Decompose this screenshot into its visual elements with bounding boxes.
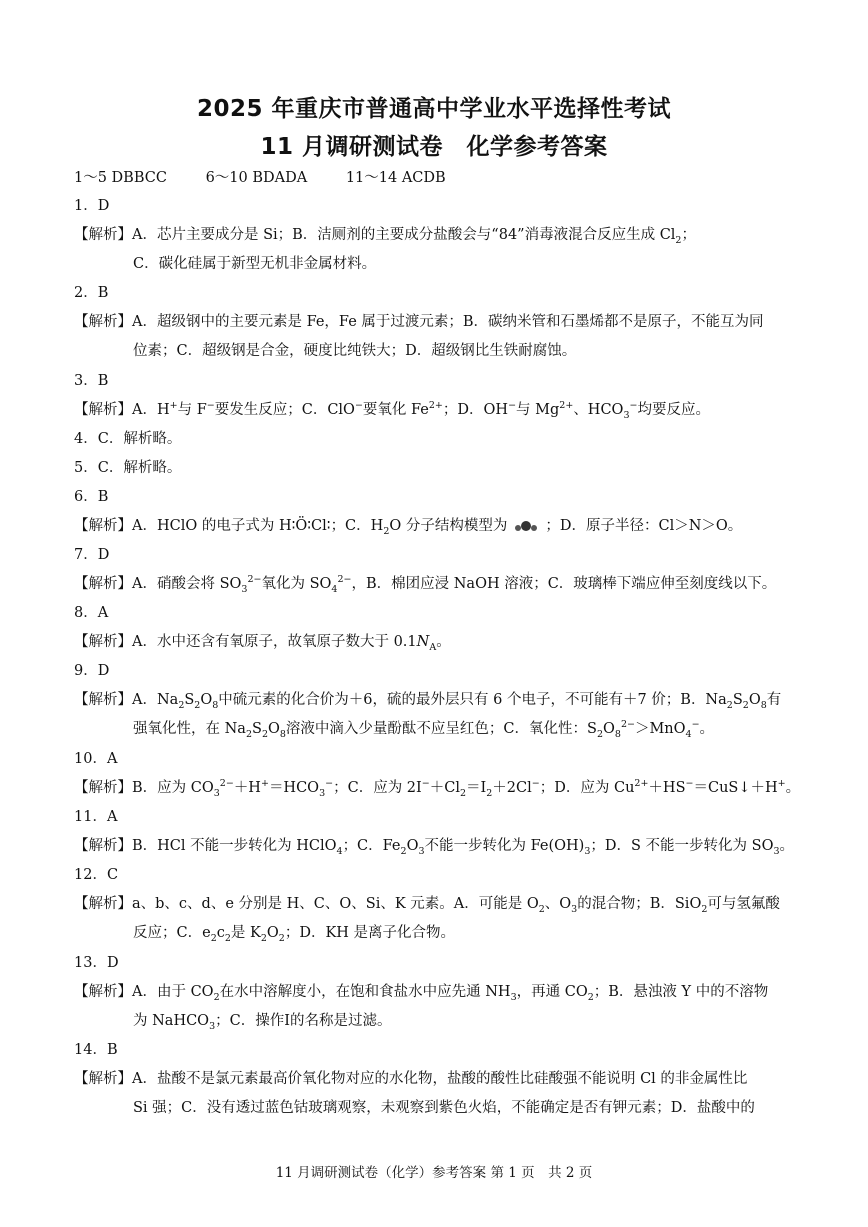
q6-answer: 6．B xyxy=(74,489,109,505)
q7-explanation: 【解析】A．硝酸会将 $SO_3^{2-}$氧化为 $SO_4^{2-}$，B．棉团应浸 NaOH 溶液；C．玻璃棒下端应伸至刻度线以下。 xyxy=(74,574,777,595)
water-molecule-model-icon xyxy=(511,520,541,532)
doc-title-line2: 11 月调研测试卷 化学参考答案 xyxy=(260,134,608,160)
q7-answer: 7．D xyxy=(74,547,110,563)
q2-answer: 2．B xyxy=(74,285,109,301)
q1-answer: 1．D xyxy=(74,198,110,214)
q12-answer: 12．C xyxy=(74,867,119,883)
q12-explanation-cont: 反应；C．$e_2c_2$是 $K_2O_2$；D．KH 是离子化合物。 xyxy=(133,925,456,944)
answer-key-group: 11～14 ACDB xyxy=(345,170,446,186)
answer-key-group: 1～5 DBBCC xyxy=(74,170,167,186)
q11-answer: 11．A xyxy=(74,809,118,825)
q8-explanation: 【解析】A．水中还含有氧原子，故氧原子数大于 $0.1N_A$。 xyxy=(74,634,451,653)
q14-answer: 14．B xyxy=(74,1042,118,1058)
q3-answer: 3．B xyxy=(74,373,109,389)
q6-explanation: 【解析】A．HClO 的电子式为 H∶Ö∶Cl∶；C．$H_2O$ 分子结构模型为 ；D．原子半径：Cl＞N＞O。 xyxy=(74,518,743,537)
q9-explanation-cont: 强氧化性，在 $Na_2S_2O_8$溶液中滴入少量酚酞不应呈红色；C．氧化性：$S_2O_8^{2-}>MnO_4^-$。 xyxy=(133,719,715,740)
q13-explanation-cont: 为 NaHCO$_3$；C．操作Ⅰ的名称是过滤。 xyxy=(133,1013,392,1032)
q9-explanation: 【解析】A．$Na_2S_2O_8$中硫元素的化合价为＋6，硫的最外层只有 6 个电子，不可能有＋7 价；B．$Na_2S_2O_8$有 xyxy=(74,692,782,711)
q14-explanation-cont: Si 强；C．没有透过蓝色钴玻璃观察，未观察到紫色火焰，不能确定是否有钾元素；D．盐酸中的 xyxy=(133,1100,755,1116)
q13-answer: 13．D xyxy=(74,955,119,971)
q9-answer: 9．D xyxy=(74,663,110,679)
q14-explanation: 【解析】A．盐酸不是氯元素最高价氧化物对应的水化物，盐酸的酸性比硅酸强不能说明 Cl 的非金属性比 xyxy=(74,1071,748,1087)
q5-answer: 5．C．解析略。 xyxy=(74,460,182,476)
q1-explanation-cont: C．碳化硅属于新型无机非金属材料。 xyxy=(133,256,377,272)
q4-answer: 4．C．解析略。 xyxy=(74,431,182,447)
doc-title-line1: 2025 年重庆市普通高中学业水平选择性考试 xyxy=(196,96,672,122)
q8-answer: 8．A xyxy=(74,605,109,621)
q2-explanation: 【解析】A．超级钢中的主要元素是 Fe，Fe 属于过渡元素；B．碳纳米管和石墨烯都不是原子，不能互为同 xyxy=(74,314,764,330)
q13-explanation: 【解析】A．由于 $CO_2$在水中溶解度小，在饱和食盐水中应先通 $NH_3$，再通 $CO_2$；B．悬浊液 Y 中的不溶物 xyxy=(74,984,769,1003)
hclo-lewis-structure: ∶Ö∶Cl∶ xyxy=(291,518,331,534)
q3-explanation: 【解析】A．H+与 F−要发生反应；C．ClO−要氧化 $Fe^{2+}$；D．OH−与 $Mg^{2+}$、$HCO_3^-$均要反应。 xyxy=(74,400,710,421)
q1-explanation: 【解析】A．芯片主要成分是 Si；B．洁厕剂的主要成分盐酸会与“84”消毒液混合反应生成 $Cl_2$； xyxy=(74,227,696,246)
q10-answer: 10．A xyxy=(74,751,118,767)
q10-explanation: 【解析】B．应为 $CO_3^{2-}+H^+=HCO_3^-$；C．应为 $2I^-+Cl_2=I_2+2Cl^-$；D．应为 $Cu^{2+}+HS^-=CuS↓+H^+$。 xyxy=(74,778,801,799)
q11-explanation: 【解析】B．HCl 不能一步转化为 HClO$_4$；C．$Fe_2O_3$不能一步转化为 $Fe(OH)_3$；D．S 不能一步转化为 $SO_3$。 xyxy=(74,838,795,857)
q12-explanation: 【解析】a、b、c、d、e 分别是 H、C、O、Si、K 元素。A．可能是 $O_2$、$O_3$的混合物；B．SiO$_2$可与氢氟酸 xyxy=(74,896,780,915)
answer-key-row xyxy=(74,168,446,188)
page-footer: 11 月调研测试卷（化学）参考答案 第 1 页 共 2 页 xyxy=(275,1165,593,1181)
answer-key-group: 6～10 BDADA xyxy=(205,170,308,186)
q2-explanation-cont: 位素；C．超级钢是合金，硬度比纯铁大；D．超级钢比生铁耐腐蚀。 xyxy=(133,343,577,359)
